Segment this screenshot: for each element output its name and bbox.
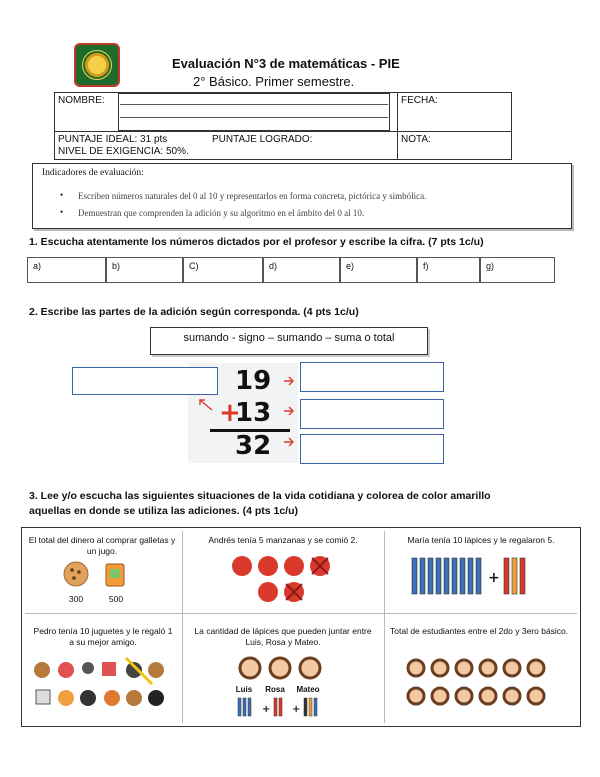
student-face-icon (456, 688, 472, 704)
pencil-icon (468, 558, 473, 594)
indicador-item: Demuestran que comprenden la adición y su algoritmo en el ámbito del 0 al 10. (78, 208, 365, 218)
q1-cell[interactable]: d) (263, 257, 340, 283)
answer-box-sum[interactable] (300, 434, 444, 464)
answer-box-sign[interactable] (72, 367, 218, 395)
school-seal-icon (82, 50, 112, 80)
student-face-icon (432, 660, 448, 676)
info-table-row-divider (54, 131, 512, 132)
fecha-label: FECHA: (401, 95, 438, 106)
addend-2: 13 (235, 398, 272, 428)
answer-box-addend-1[interactable] (300, 362, 444, 392)
pencil-icon (460, 558, 465, 594)
word-bank: sumando - signo – sumando – suma o total (150, 327, 428, 355)
question-1: 1. Escucha atentamente los números dictados por el profesor y escribe la cifra. (7 pts 1c/u) (29, 236, 484, 248)
plus-icon: + (488, 570, 500, 586)
q1-cell[interactable]: b) (106, 257, 183, 283)
q1-answer-row (27, 257, 555, 283)
pencils-figure (410, 554, 550, 598)
name-luis: Luis (235, 685, 253, 694)
apple-icon (258, 582, 278, 602)
sum-value: 32 (235, 431, 272, 461)
pencil-icon (309, 698, 312, 716)
plus-icon: + (262, 704, 271, 715)
ball-icon (148, 690, 164, 706)
arrow-right-icon (284, 377, 293, 385)
plus-sign: + (219, 398, 241, 428)
student-face-icon (528, 660, 544, 676)
cookie-juice-figure (62, 560, 142, 592)
dice-icon (36, 690, 50, 704)
kids-pencils-figure (234, 696, 334, 720)
question-3-line-1: 3. Lee y/o escucha las siguientes situaciones de la vida cotidiana y colorea de color amarillo (29, 490, 491, 502)
grid-divider (25, 613, 577, 614)
puntaje-logrado: PUNTAJE LOGRADO: (212, 134, 313, 145)
addend-1: 19 (235, 366, 272, 396)
grid-divider (182, 531, 183, 723)
juice-price: 500 (108, 594, 124, 604)
pencil-icon (428, 558, 433, 594)
apple-icon (284, 556, 304, 576)
situation-2[interactable]: Andrés tenía 5 manzanas y se comió 2. (208, 535, 358, 545)
nivel-exigencia: NIVEL DE EXIGENCIA: 50%. (58, 146, 189, 157)
indicador-bullet-icon: • (60, 190, 64, 200)
pencil-icon (476, 558, 481, 594)
teddy-bear-icon (34, 662, 50, 678)
situation-4[interactable]: Pedro tenía 10 juguetes y le regaló 1 a su mejor amigo. (33, 626, 173, 647)
apple-icon (258, 556, 278, 576)
arrow-right-icon (284, 438, 293, 446)
student-face-icon (408, 660, 424, 676)
toys-figure (30, 656, 170, 712)
apple-icon (232, 556, 252, 576)
situation-6[interactable]: Total de estudiantes entre el 2do y 3ero básico. (390, 626, 569, 636)
situation-3[interactable]: María tenía 10 lápices y le regalaron 5. (407, 535, 555, 545)
nombre-line (120, 104, 388, 105)
name-mateo: Mateo (296, 685, 320, 694)
pencil-icon (452, 558, 457, 594)
faces-figure (236, 654, 326, 686)
student-face-icon (408, 688, 424, 704)
student-face-icon (504, 688, 520, 704)
plus-icon: + (292, 704, 301, 715)
puntaje-ideal: PUNTAJE IDEAL: 31 pts (58, 134, 168, 145)
pencil-icon (520, 558, 525, 594)
grid-divider (384, 531, 385, 723)
indicador-bullet-icon: • (60, 207, 64, 217)
question-3-line-2: aquellas en donde se utiliza las adiciones. (4 pts 1c/u) (29, 505, 298, 517)
page-subtitle: 2° Básico. Primer semestre. (193, 74, 355, 89)
cookie-price: 300 (68, 594, 84, 604)
ball-icon (58, 690, 74, 706)
nota-label: NOTA: (401, 134, 431, 145)
pencil-icon (279, 698, 282, 716)
pencil-icon (304, 698, 307, 716)
car-icon (102, 662, 116, 676)
pencil-icon (412, 558, 417, 594)
ball-icon (80, 690, 96, 706)
pencil-icon (314, 698, 317, 716)
pencil-icon (444, 558, 449, 594)
pencil-icon (420, 558, 425, 594)
pencil-icon (436, 558, 441, 594)
page-title: Evaluación N°3 de matemáticas - PIE (172, 56, 400, 71)
kid-face-icon (300, 658, 320, 678)
situation-1[interactable]: El total del dinero al comprar galletas y un jugo. (28, 535, 176, 556)
teddy-bear-icon (126, 690, 142, 706)
indicador-item: Escriben números naturales del 0 al 10 y representarlos en forma concreta, pictórica y simbólica. (78, 191, 427, 201)
q1-cell[interactable]: g) (480, 257, 555, 283)
name-rosa: Rosa (265, 685, 285, 694)
ball-icon (58, 662, 74, 678)
kid-face-icon (240, 658, 260, 678)
nombre-field[interactable] (118, 93, 390, 131)
student-face-icon (528, 688, 544, 704)
q1-cell[interactable]: a) (27, 257, 106, 283)
info-table-divider (397, 92, 398, 160)
cookie-icon (64, 562, 88, 586)
pencil-icon (274, 698, 277, 716)
answer-box-addend-2[interactable] (300, 399, 444, 429)
q1-cell[interactable]: C) (183, 257, 263, 283)
pencil-icon (504, 558, 509, 594)
student-face-icon (480, 660, 496, 676)
nombre-line (120, 117, 388, 118)
nombre-label: NOMBRE: (58, 95, 105, 106)
teddy-bear-icon (148, 662, 164, 678)
pencil-icon (512, 558, 517, 594)
student-face-icon (456, 660, 472, 676)
school-logo (74, 43, 120, 87)
yoyo-icon (82, 662, 94, 674)
q1-cell[interactable]: e) (340, 257, 417, 283)
arrow-up-left-icon (200, 400, 212, 410)
ball-icon (104, 690, 120, 706)
student-face-icon (432, 688, 448, 704)
pencil-icon (243, 698, 246, 716)
arrow-right-icon (284, 407, 293, 415)
pencil-icon (238, 698, 241, 716)
student-face-icon (504, 660, 520, 676)
q1-cell[interactable]: f) (417, 257, 480, 283)
indicadores-heading: Indicadores de evaluación: (42, 168, 144, 178)
question-2: 2. Escribe las partes de la adición según corresponda. (4 pts 1c/u) (29, 306, 359, 318)
pencil-icon (248, 698, 251, 716)
students-figure (406, 656, 566, 712)
apples-figure (228, 552, 338, 606)
situation-5[interactable]: La cantidad de lápices que pueden juntar entre Luis, Rosa y Mateo. (194, 626, 372, 647)
kid-face-icon (270, 658, 290, 678)
student-face-icon (480, 688, 496, 704)
